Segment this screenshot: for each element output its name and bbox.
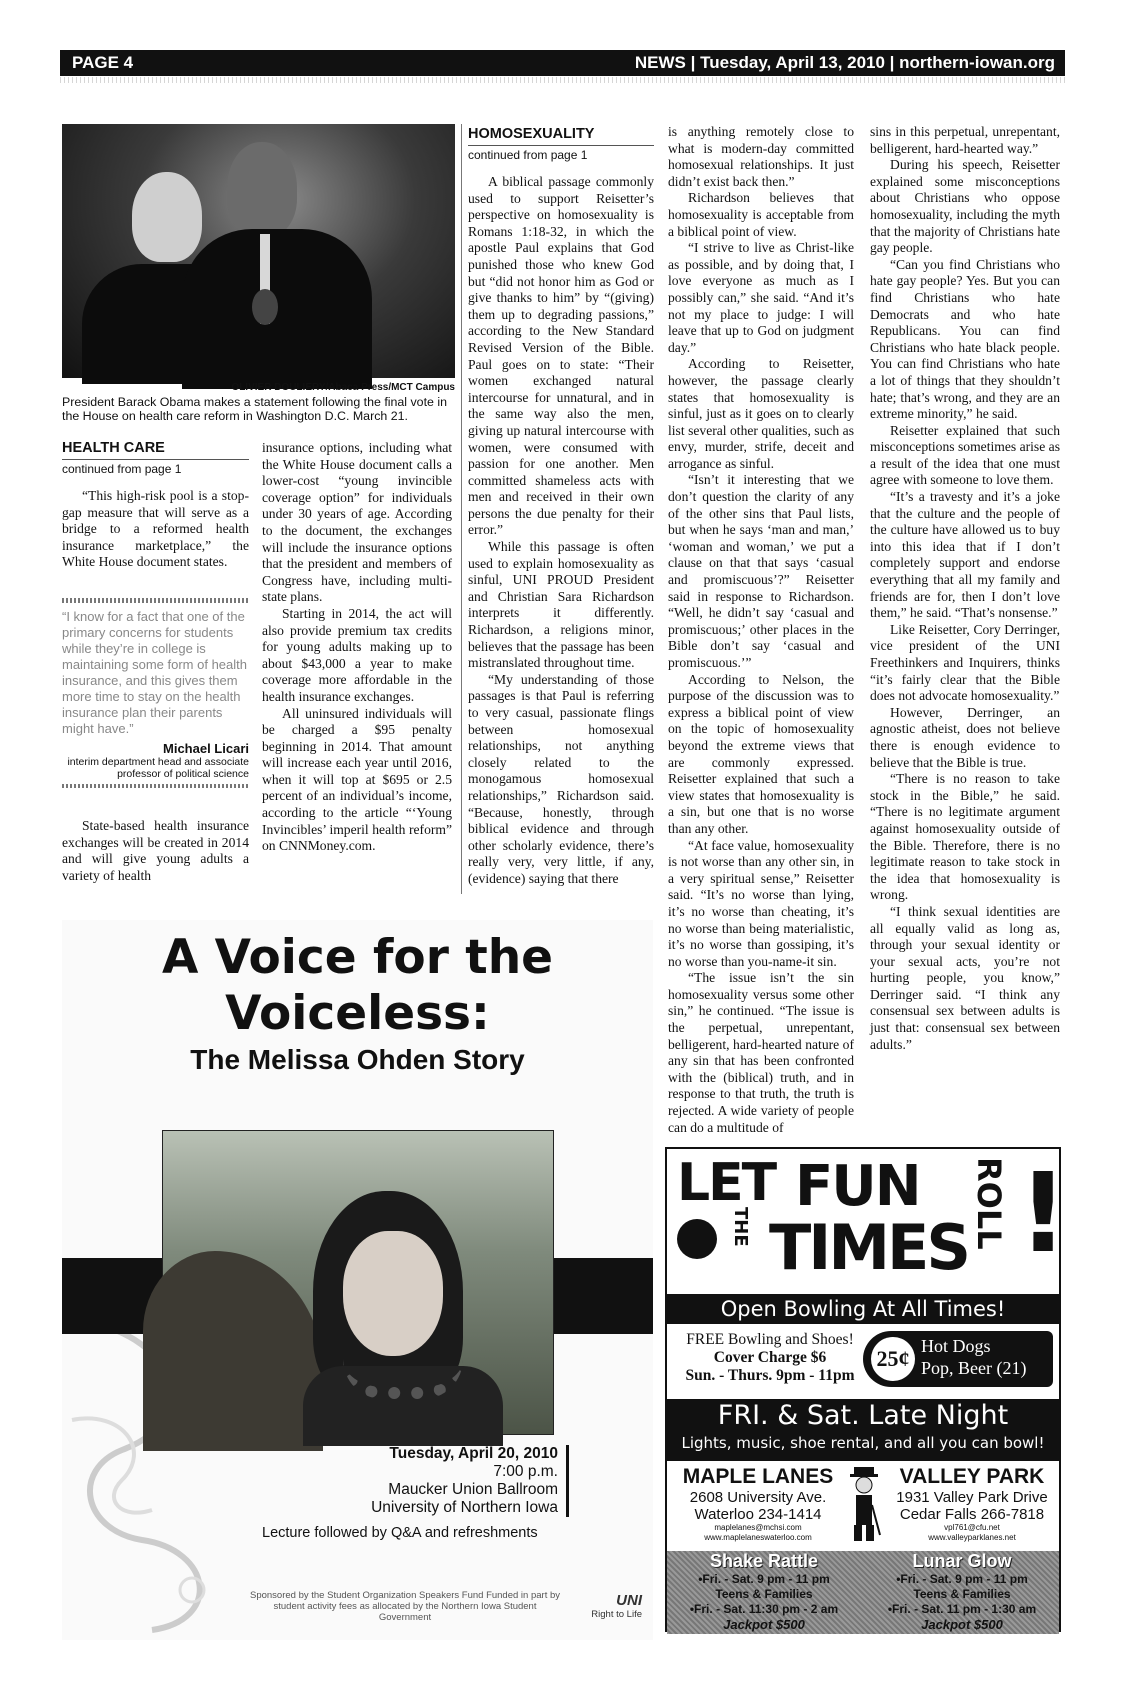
- promo-line: Teens & Families: [715, 1587, 813, 1601]
- venue-name: MAPLE LANES: [682, 1465, 834, 1488]
- ad-bowling: [665, 1147, 1069, 1632]
- event-venue: Maucker Union Ballroom: [388, 1481, 558, 1498]
- bowling-ball-icon: [677, 1219, 717, 1259]
- logo-roll: ROLL: [970, 1157, 1008, 1250]
- promo-title: Shake Rattle: [709, 1551, 819, 1571]
- ad-title: [62, 930, 653, 1042]
- bowling-venues: [667, 1465, 1059, 1545]
- venue-address: 1931 Valley Park Drive: [896, 1489, 1048, 1506]
- photo-caption: President Barack Obama makes a statement following the final vote in the House on health care reform in Washington D.C. March 21.: [62, 395, 447, 423]
- health-care-col1-top: [62, 488, 249, 571]
- promo-strip: [667, 1551, 1059, 1634]
- food-item: Hot Dogs: [921, 1336, 991, 1356]
- paragraph: “My understanding of those passages is that Paul is referring to very casual, passionate flings between homosexual relationships, not anything closely related to the monogamous homosexual relationships,” Richardson said. “Because, honestly, through biblical evidence and through other scholarly evidence, there’s really very, very little, if any, (evidence) saying that there: [468, 671, 654, 886]
- promo-line: •Fri. - Sat. 9 pm - 11 pm: [698, 1572, 830, 1586]
- uni-right-to-life-logo: [572, 1592, 642, 1630]
- pull-quote-role: interim department head and associate professor of political science: [67, 756, 249, 780]
- paragraph: Starting in 2014, the act will also provide premium tax credits for young adults making up to about $43,000 a year to make coverage more affordable in the health insurance exchanges.: [262, 605, 452, 704]
- logo-text: UNI: [616, 1592, 642, 1609]
- paragraph: “It’s a travesty and it’s a joke that the culture and the people of the culture have allowed us to buy into this idea that if I don’t completely support and endorse everything that all my family and friends are for, then I don’t love them,” he said. “That’s nonsense.”: [870, 489, 1060, 621]
- let-fun-times-roll-logo: [673, 1149, 1069, 1293]
- health-care-kicker: [62, 440, 249, 476]
- venue-name: VALLEY PARK: [899, 1465, 1045, 1488]
- venue-email: vpl761@cfu.net: [944, 1523, 1000, 1532]
- pricing-block: [667, 1327, 1059, 1397]
- food-price-badge: [863, 1331, 1053, 1387]
- event-university: University of Northern Iowa: [371, 1499, 558, 1516]
- ad-subtitle: The Melissa Ohden Story: [190, 1044, 525, 1075]
- paragraph: Like Reisetter, Cory Derringer, vice president of the UNI Freethinkers and Inquirers, thinks “it’s fairly clear that the Bible does not advocate homosexuality.”: [870, 621, 1060, 704]
- paragraph: “The issue isn’t the sin homosexuality versus some other sin,” he continued. “The issue is the perpetual, unrepentant, belligerent, hard-hearted nature of any sin that has been confronted with the (biblical) truth, and in response to that truth, the truth is rejected. A wide variety of people can do a multitude of: [668, 970, 854, 1135]
- venue-website: www.valleyparklanes.net: [928, 1533, 1016, 1542]
- paragraph: While this passage is often used to explain homosexuality as sinful, UNI PROUD President and Christian Sara Richardson interprets it differently. Richardson, a religions minor, believes that the passage has been mistranslated throughout time.: [468, 539, 654, 671]
- venue-address: 2608 University Ave.: [689, 1489, 827, 1506]
- late-night-title: FRI. & Sat. Late Night: [717, 1400, 1009, 1431]
- free-line: FREE Bowling and Shoes!: [686, 1331, 854, 1348]
- ad-voice-for-voiceless: [62, 920, 653, 1640]
- logo-times: TIMES: [769, 1211, 969, 1284]
- promo-line: •Fri. - Sat. 11 pm - 1:30 am: [887, 1602, 1037, 1616]
- paragraph: A biblical passage commonly used to support Reisetter’s perspective on homosexuality is Romans 1:18-32, in which the apostle Paul explains that God punished those who knew God but “did not honor him as God or give thanks to him” by “(giving) them up to degrading passions,” according to the New Standard Revised Version of the Bible. Paul goes on to state: “Their women exchanged natural intercourse for unnatural, and in the same way also the men, giving up natural intercourse with women, were consumed with passion for one another. Men committed shameless acts with men and received in their own persons the due penalty for their error.”: [468, 174, 654, 538]
- promo-title: Lunar Glow: [912, 1551, 1012, 1571]
- column-rule: [461, 124, 462, 894]
- page-header: [60, 50, 1065, 76]
- paragraph: is anything remotely close to what is modern-day committed homosexual relationships. It just didn’t exist back then.”: [668, 124, 854, 189]
- ad-title-line2: Voiceless:: [225, 986, 490, 1041]
- promo-line: •Fri. - Sat. 9 pm - 11 pm: [896, 1572, 1028, 1586]
- paragraph: “This high-risk pool is a stop-gap measure that will serve as a bridge to a reformed health insurance marketplace,” the White House document states.: [62, 488, 249, 570]
- paragraph: During his speech, Reisetter explained some misconceptions about Christians who oppose homosexuality, including the myth that the majority of Christians hate gay people.: [870, 157, 1060, 256]
- logo-let: LET: [677, 1153, 776, 1213]
- homosexuality-col4: [668, 124, 854, 1136]
- health-care-col1-bottom: [62, 818, 249, 884]
- logo-the: THE: [730, 1207, 751, 1247]
- chaplin-mascot-icon: [846, 1465, 882, 1545]
- homosexuality-continued: continued from page 1: [468, 148, 588, 162]
- paragraph: According to Reisetter, however, the passage clearly states that homosexuality is sinful, just as it goes on to clearly list several other qualities, such as envy, murder, strife, deceit and arrogance as sinful.: [668, 356, 854, 471]
- paragraph: All uninsured individuals will be charged a $95 penalty beginning in 2014. That amount will increase each year until 2016, when it will top at $695 or 2.5 percent of an individual’s income, according to the article “‘Young Invincibles’ imperil health reform” on CNNMoney.com.: [262, 705, 452, 854]
- paragraph: However, Derringer, an agnostic atheist, does not believe there is enough evidence to believe that the Bible is true.: [870, 704, 1060, 770]
- late-night-subtitle: Lights, music, shoe rental, and all you can bowl!: [681, 1434, 1045, 1452]
- paragraph: “I strive to live as Christ-like as possible, and by doing that, I love everyone as much as I possibly can,” she said. “And it’s not my place to judge: I will leave that up to God on judgment day.”: [668, 240, 854, 355]
- logo-fun: FUN: [795, 1154, 920, 1219]
- health-care-continued: continued from page 1: [62, 462, 182, 476]
- promo-lunar-glow: [867, 1551, 1057, 1632]
- paragraph: “At face value, homosexuality is not worse than any other sin, in a very spiritual sense,” Reisetter said. “It’s no worse than lying, it’s no worse than cheating, it’s no worse than being materialistic, it’s no worse than gossiping, it’s no worse than you-name-it sin.: [668, 837, 854, 969]
- paragraph: “Can you find Christians who hate gay people? Yes. But you can find Christians who hate Democrats and who hate Republicans. You can find Christians who hate black people. You can find Christians who hate a lot of things that they shouldn’t hate; that’s wrong, and they are an extreme minority,” he said.: [870, 256, 1060, 422]
- homosexuality-kicker: [468, 126, 654, 162]
- page-number: PAGE 4: [72, 53, 134, 72]
- section-dateline: NEWS | Tuesday, April 13, 2010 | northern-iowan.org: [634, 53, 1055, 72]
- venue-maple-lanes: [669, 1465, 847, 1543]
- portrait-photo: [162, 1130, 554, 1435]
- promo-line: •Fri. - Sat. 11:30 pm - 2 am: [689, 1602, 839, 1616]
- price-cents: 25¢: [871, 1337, 915, 1381]
- promo-jackpot: Jackpot $500: [723, 1617, 805, 1632]
- paragraph: “There is no reason to take stock in the Bible,” he said. “There is no legitimate argument against homosexuality outside of the Bible. Therefore, there is no legitimate reason to take stock in the idea that homosexuality is wrong.: [870, 771, 1060, 903]
- late-night-banner: [667, 1399, 1059, 1461]
- news-photo: [62, 124, 455, 378]
- homosexuality-col5: [870, 124, 1060, 1053]
- paragraph: Reisetter explained that such misconceptions sometimes arise as a result of the idea that one must agree with someone to love them.: [870, 422, 1060, 488]
- paragraph: According to Nelson, the purpose of the discussion was to express a biblical point of view on the topic of homosexuality beyond the extreme views that are commonly expressed. Reisetter explained that such a view states that homosexuality is a sin, but one that is no worse than any other.: [668, 671, 854, 836]
- venue-valley-park: [883, 1465, 1061, 1543]
- hours: Sun. - Thurs. 9pm - 11pm: [685, 1367, 855, 1384]
- homosexuality-title: HOMOSEXUALITY: [468, 126, 595, 142]
- health-care-col2: [262, 440, 452, 855]
- paragraph: insurance options, including what the White House document calls a lower-cost “young invincible coverage option” for individuals under 30 years of age. According to the document, the exchanges will include the insurance options that the president and members of Congress have, including multi-state plans.: [262, 440, 452, 605]
- paragraph: “Isn’t it interesting that we don’t question the clarity of any of the other sins that Paul lists, but when he says ‘man and man,’ ‘woman and woman,’ we put a clause on that that says ‘casual and promiscuous’?” Reisetter said in response to Richardson. “Well, he didn’t say ‘casual and promiscuous;’ other places in the Bible don’t say ‘casual and promiscuous.’”: [668, 472, 854, 670]
- event-lecture: Lecture followed by Q&A and refreshments: [262, 1525, 538, 1541]
- food-item: Pop, Beer (21): [921, 1358, 1027, 1378]
- health-care-title: HEALTH CARE: [62, 440, 165, 456]
- cover-charge: Cover Charge $6: [713, 1349, 827, 1366]
- logo-exclamation: !: [1018, 1149, 1069, 1277]
- logo-subtext: Right to Life: [591, 1609, 642, 1620]
- paragraph: Richardson believes that homosexuality is acceptable from a biblical point of view.: [668, 190, 854, 239]
- paragraph: “I think sexual identities are all equally valid as long as, through your sexual identity or your sexual acts, you’re not hurting people, you know,” Derringer said. “I think any consensual sex between adults is just that: consensual sex between adults.”: [870, 903, 1060, 1052]
- venue-website: www.maplelaneswaterloo.com: [704, 1533, 812, 1542]
- homosexuality-col3: [468, 174, 654, 888]
- pull-quote: [62, 598, 249, 788]
- venue-email: maplelanes@mchsi.com: [714, 1523, 802, 1532]
- venue-phone: Cedar Falls 266-7818: [899, 1506, 1045, 1523]
- open-bowling-banner: Open Bowling At All Times!: [667, 1294, 1059, 1324]
- paragraph: sins in this perpetual, unrepentant, belligerent, hard-hearted way.”: [870, 124, 1060, 156]
- event-time: 7:00 p.m.: [493, 1463, 558, 1480]
- venue-phone: Waterloo 234-1414: [694, 1506, 822, 1523]
- header-texture: [60, 77, 1065, 83]
- ad-title-line1: A Voice for the: [161, 930, 554, 985]
- free-bowling-info: [675, 1331, 865, 1385]
- promo-line: Teens & Families: [913, 1587, 1011, 1601]
- photo-credit: OLIVIER DOULIERY/Abaca Press/MCT Campus: [231, 382, 455, 393]
- sponsor-text: Sponsored by the Student Organization Speakers Fund Funded in part by student activity fees as allocated by the Northern Iowa Student Government: [250, 1590, 561, 1623]
- event-details: [371, 1445, 569, 1517]
- promo-shake-rattle: [669, 1551, 859, 1632]
- promo-jackpot: Jackpot $500: [921, 1617, 1003, 1632]
- event-date: Tuesday, April 20, 2010: [389, 1445, 558, 1462]
- paragraph: State-based health insurance exchanges will be created in 2014 and will give young adults a variety of health: [62, 818, 249, 883]
- food-list: [921, 1335, 1026, 1379]
- pull-quote-text: “I know for a fact that one of the primary concerns for students while they’re in college is maintaining some form of health insurance, and this gives them more time to stay on the health insurance plan their parents might have.”: [62, 609, 247, 736]
- pull-quote-name: Michael Licari: [163, 741, 249, 756]
